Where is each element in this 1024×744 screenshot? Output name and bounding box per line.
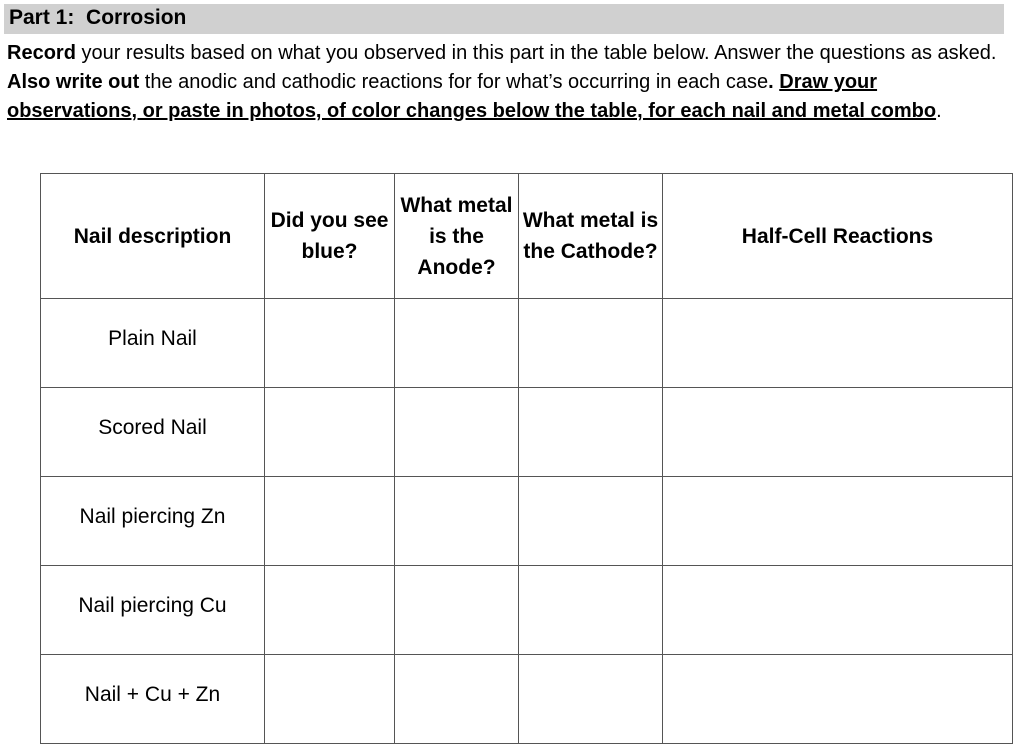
reactions-cell[interactable] [663, 655, 1013, 744]
table-row [41, 388, 1013, 477]
cathode-cell[interactable] [519, 388, 663, 477]
anode-cell[interactable] [395, 388, 519, 477]
instructions-also-write: Also write out [7, 71, 140, 93]
instructions-period: . [768, 71, 780, 93]
nail-description-cell: Nail + Cu + Zn [41, 655, 265, 744]
header-cathode-metal: What metal is the Cathode? [519, 174, 663, 299]
nail-description-cell: Scored Nail [41, 388, 265, 477]
anode-cell[interactable] [395, 299, 519, 388]
section-header: Part 1: Corrosion [4, 4, 1004, 34]
saw-blue-cell[interactable] [265, 477, 395, 566]
cathode-cell[interactable] [519, 299, 663, 388]
saw-blue-cell[interactable] [265, 299, 395, 388]
nail-description-cell: Nail piercing Zn [41, 477, 265, 566]
cathode-cell[interactable] [519, 477, 663, 566]
reactions-cell[interactable] [663, 299, 1013, 388]
header-did-you-see-blue: Did you see blue? [265, 174, 395, 299]
anode-cell[interactable] [395, 477, 519, 566]
cathode-cell[interactable] [519, 566, 663, 655]
cathode-cell[interactable] [519, 655, 663, 744]
table-header-row [41, 174, 1013, 299]
saw-blue-cell[interactable] [265, 655, 395, 744]
saw-blue-cell[interactable] [265, 566, 395, 655]
table-row [41, 299, 1013, 388]
header-half-cell-reactions: Half-Cell Reactions [663, 174, 1013, 299]
table-row [41, 477, 1013, 566]
saw-blue-cell[interactable] [265, 388, 395, 477]
instructions-record: Record [7, 42, 76, 64]
anode-cell[interactable] [395, 566, 519, 655]
header-anode-metal: What metal is the Anode? [395, 174, 519, 299]
instructions-text-1: your results based on what you observed in this part in the table below. Answer the questions as asked. [75, 42, 997, 64]
results-table [40, 173, 1013, 744]
instructions-text-2: the anodic and cathodic reactions for for what’s occurring in each case [139, 71, 769, 93]
reactions-cell[interactable] [663, 477, 1013, 566]
instructions-draw-observations: Draw your observations, or paste in photos, of color changes below the table, for each nail and metal combo [7, 71, 937, 122]
table-row [41, 566, 1013, 655]
reactions-cell[interactable] [663, 566, 1013, 655]
anode-cell[interactable] [395, 655, 519, 744]
nail-description-cell: Plain Nail [41, 299, 265, 388]
table-row [41, 655, 1013, 744]
reactions-cell[interactable] [663, 388, 1013, 477]
header-nail-description: Nail description [41, 174, 265, 299]
instructions-end: . [936, 100, 942, 122]
nail-description-cell: Nail piercing Cu [41, 566, 265, 655]
instructions-paragraph [7, 39, 1007, 126]
